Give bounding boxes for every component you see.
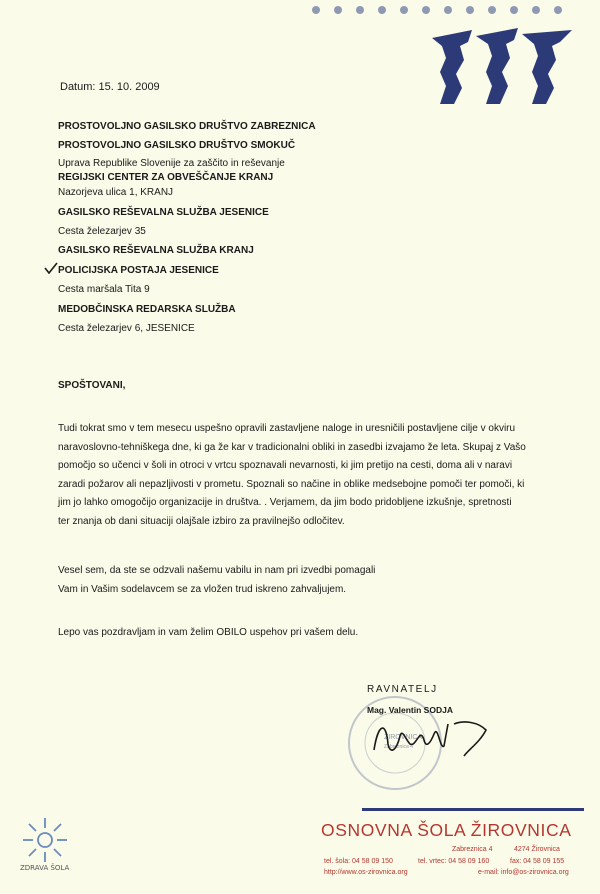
recipient-urszr-line2: REGIJSKI CENTER ZA OBVEŠČANJE KRANJ: [58, 172, 274, 183]
paragraph-1-line: ter znanja ob dani situaciji olajšale izbiro za pravilnejšo odločitev.: [58, 515, 345, 527]
paragraph-2: [58, 562, 568, 599]
recipient-urszr-address: Nazorjeva ulica 1, KRANJ: [58, 187, 174, 198]
handwritten-signature: [368, 714, 498, 759]
recipient-medobcinska: MEDOBČINSKA REDARSKA SLUŽBA: [58, 304, 236, 315]
paragraph-2-line: Vesel sem, da ste se odzvali našemu vabilu in nam pri izvedbi pomagali: [58, 565, 376, 576]
footer-street: Zabreznica 4: [452, 846, 493, 853]
paragraph-2-line: Vam in Vašim sodelavcem se za vložen trud iskreno zahvaljujem.: [58, 583, 347, 595]
paragraph-1: [58, 420, 568, 532]
recipient-pgd-smokuc: PROSTOVOLJNO GASILSKO DRUŠTVO SMOKUČ: [58, 140, 296, 151]
recipient-grs-jesenice: GASILSKO REŠEVALNA SLUŽBA JESENICE: [58, 207, 269, 218]
svg-text:Zabreznica 4: Zabreznica 4: [384, 744, 413, 750]
footer-email[interactable]: e-mail: info@os-zirovnica.org: [478, 869, 569, 876]
footer-fax: fax: 04 58 09 155: [510, 858, 565, 865]
paragraph-1-line: jim jo lahko omogočijo organizacije in društva. . Verjamem, da jim bodo pridobljene izkušnje, spretnosti: [58, 497, 512, 509]
school-profile-logo: [432, 28, 582, 108]
paragraph-1-line: Tudi tokrat smo v tem mesecu uspešno opravili zastavljene naloge in uresničili postavljene cilje v okviru: [58, 423, 516, 434]
svg-text:ŽIROVNICA: ŽIROVNICA: [384, 734, 423, 741]
recipient-grs-kranj: GASILSKO REŠEVALNA SLUŽBA KRANJ: [58, 245, 254, 256]
paragraph-1-line: naravoslovno-tehniškega dne, ki ga že kar v tradicionalni obliki in zasedbi izvajamo že leta. Skupaj z Vašo: [58, 441, 526, 453]
salutation: SPOŠTOVANI,: [58, 380, 126, 391]
footer-postal: 4274 Žirovnica: [514, 846, 560, 853]
footer-phone-school: tel. šola: 04 58 09 150: [324, 858, 393, 865]
healthy-school-sun-logo: [10, 816, 80, 866]
signature-title: RAVNATELJ: [367, 684, 438, 695]
recipient-pgd-zabreznica: PROSTOVOLJNO GASILSKO DRUŠTVO ZABREZNICA: [58, 121, 316, 132]
paragraph-1-line: pomočjo so učenci v šoli in otroci v vrtcu spoznavali nevarnosti, ki jim pretijo na cesti, doma ali v naravi: [58, 460, 513, 472]
footer-web[interactable]: http://www.os-zirovnica.org: [324, 869, 408, 876]
closing-line: Lepo vas pozdravljam in vam želim OBILO uspehov pri vašem delu.: [58, 627, 359, 638]
recipient-pp-jesenice-address: Cesta maršala Tita 9: [58, 284, 150, 295]
footer-divider: [362, 808, 584, 811]
sun-logo-label: ZDRAVA ŠOLA: [20, 864, 70, 872]
checkmark-icon: [44, 262, 58, 274]
recipient-urszr-line1: Uprava Republike Slovenije za zaščito in reševanje: [58, 158, 285, 169]
school-name: OSNOVNA ŠOLA ŽIROVNICA: [321, 820, 572, 840]
recipient-medobcinska-address: Cesta železarjev 6, JESENICE: [58, 323, 195, 334]
recipient-grs-jesenice-address: Cesta železarjev 35: [58, 226, 146, 237]
paragraph-3: [58, 624, 568, 643]
signature-name: Mag. Valentin SODJA: [367, 705, 453, 715]
recipient-pp-jesenice: POLICIJSKA POSTAJA JESENICE: [58, 265, 219, 276]
footer-phone-vrtec: tel. vrtec: 04 58 09 160: [418, 858, 490, 865]
letter-date: Datum: 15. 10. 2009: [60, 81, 160, 93]
paragraph-1-line: zaradi požarov ali nepazljivosti v prometu. Spoznali so načine in oblike medsebojne pomoči ter pomoči, ki: [58, 478, 525, 490]
